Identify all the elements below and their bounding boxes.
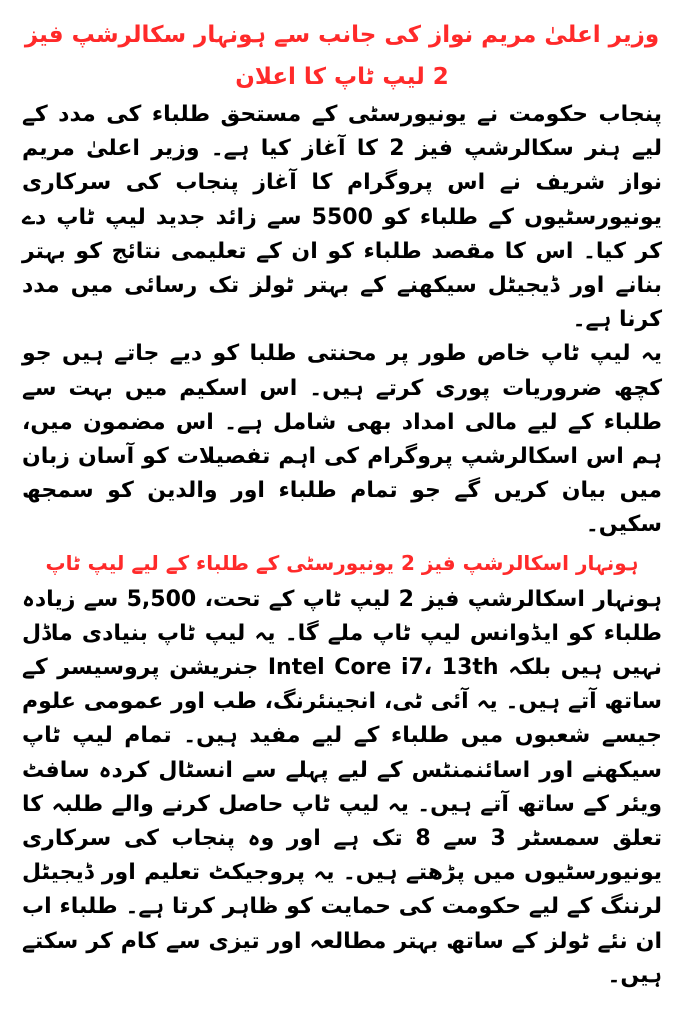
intro-paragraph-1: پنجاب حکومت نے یونیورسٹی کے مستحق طلباء کی مدد کے لیے ہنر سکالرشپ فیز 2 کا آغاز کیا ہے۔ وزیر اعلیٰ مریم نواز شریف نے اس پروگرام کا آغاز پنجاب کی سرکاری یونیورسٹیوں کے طلباء کو 5500 سے زائد جدید لیپ ٹاپ دے کر کیا۔ اس کا مقصد طلباء کو ان کے تعلیمی نتائج کو بہتر بنانے اور ڈیجیٹل سیکھنے کے بہتر ٹولز تک رسائی میں مدد کرنا ہے۔	[22, 102, 662, 333]
article-title: وزیر اعلیٰ مریم نواز کی جانب سے ہونہار سکالرشپ فیز 2 لیپ ٹاپ کا اعلان	[24, 22, 660, 90]
section-heading: ہونہار اسکالرشپ فیز 2 یونیورسٹی کے طلباء کے لیے لیپ ٹاپ	[45, 550, 639, 575]
intro-paragraph-2: یہ لیپ ٹاپ خاص طور پر محنتی طلبا کو دیے جاتے ہیں جو کچھ ضروریات پوری کرتے ہیں۔ اس اسکیم میں بہت سے طلباء کے لیے مالی امداد بھی شامل ہے۔ اس مضمون میں، ہم اس اسکالرشپ پروگرام کی اہم تفصیلات کو آسان زبان میں بیان کریں گے جو تمام طلباء اور والدین کو سمجھ سکیں۔	[22, 341, 662, 538]
article	[22, 14, 662, 993]
section-paragraph: ہونہار اسکالرشپ فیز 2 لیپ ٹاپ کے تحت، 5,500 سے زیادہ طلباء کو ایڈوانس لیپ ٹاپ ملے گا۔ یہ لیپ ٹاپ بنیادی ماڈل نہیں ہیں بلکہ Intel Core i7، 13th جنریشن پروسیسر کے ساتھ آتے ہیں۔ یہ آئی ٹی، انجینئرنگ، طب اور عمومی علوم جیسے شعبوں میں طلباء کے لیے مفید ہیں۔ تمام لیپ ٹاپ سیکھنے اور اسائنمنٹس کے لیے پہلے سے انسٹال کردہ سافٹ ویئر کے ساتھ آتے ہیں۔ یہ لیپ ٹاپ حاصل کرنے والے طلبہ کا تعلق سمسٹر 3 سے 8 تک ہے اور وہ پنجاب کی سرکاری یونیورسٹیوں میں پڑھتے ہیں۔ یہ پروجیکٹ تعلیم اور ڈیجیٹل لرننگ کے لیے حکومت کی حمایت کو ظاہر کرتا ہے۔ طلباء اب ان نئے ٹولز کے ساتھ بہتر مطالعہ اور تیزی سے کام کر سکتے ہیں۔	[22, 586, 663, 988]
